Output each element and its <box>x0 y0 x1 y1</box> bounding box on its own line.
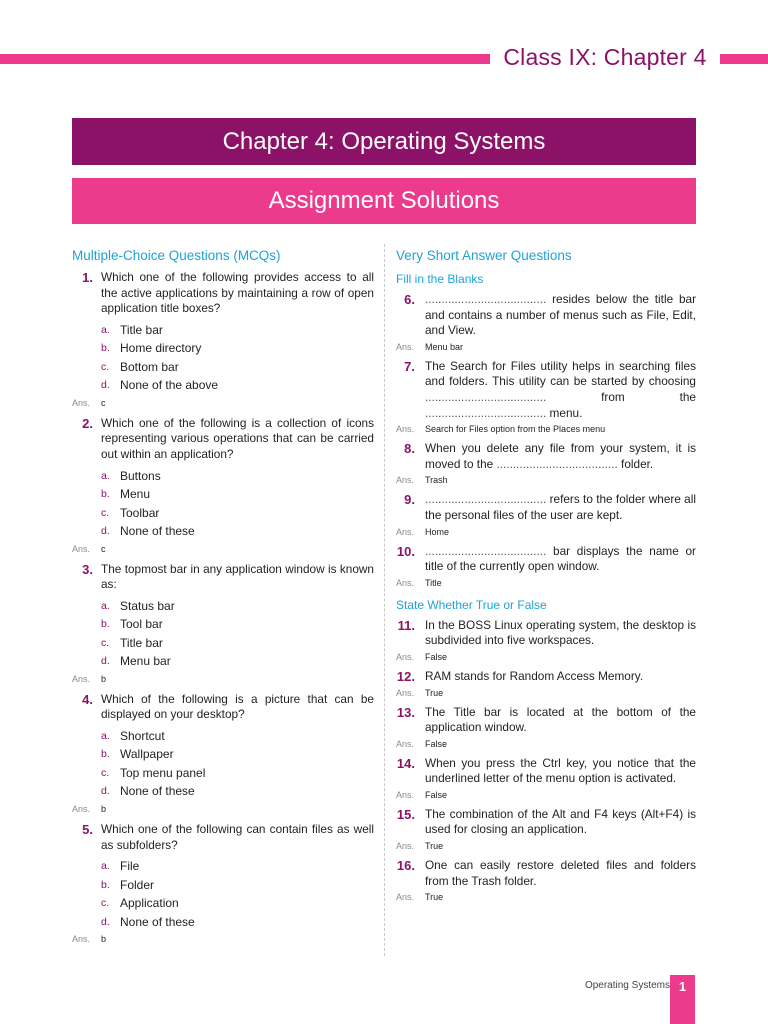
answer-line <box>72 673 374 685</box>
option <box>72 745 374 764</box>
answer-value: Menu bar <box>425 341 464 352</box>
answer-value: Search for Files option from the Places menu <box>425 424 606 435</box>
mcq-section-title: Multiple-Choice Questions (MCQs) <box>72 248 281 263</box>
option <box>72 504 374 523</box>
answer-line <box>72 803 374 815</box>
answer-label: Ans. <box>396 892 415 903</box>
option <box>72 894 374 913</box>
option-text: Shortcut <box>120 728 165 743</box>
answer-line <box>396 891 696 903</box>
option-text: None of these <box>120 784 195 799</box>
option <box>72 358 374 377</box>
option-letter: d. <box>101 525 110 538</box>
question-number: 13. <box>396 704 415 720</box>
question-text: refers to the folder where all the personal files of the user are kept. <box>425 492 696 522</box>
answer-value: c <box>101 543 106 554</box>
answer-line <box>396 789 696 801</box>
option-list <box>72 467 374 541</box>
option-letter: c. <box>101 506 110 519</box>
option <box>72 615 374 634</box>
answer-line <box>396 840 696 852</box>
option-text: Wallpaper <box>120 747 174 762</box>
short-answer-section-title: Very Short Answer Questions <box>396 248 572 263</box>
option-text: None of these <box>120 914 195 929</box>
tf-question <box>396 807 696 852</box>
question-text: The Title bar is located at the bottom of the application window. <box>425 704 696 735</box>
option-letter: b. <box>101 618 110 631</box>
option <box>72 782 374 801</box>
answer-label: Ans. <box>396 841 415 852</box>
question-number: 5. <box>82 821 93 837</box>
blank-line: ..................................... <box>425 405 547 420</box>
question-number: 10. <box>396 543 415 559</box>
answer-value: False <box>425 738 448 749</box>
option-letter: b. <box>101 342 110 355</box>
question-number: 8. <box>404 441 415 457</box>
question-text: RAM stands for Random Access Memory. <box>425 668 644 683</box>
blank-line: ..................................... <box>425 543 547 558</box>
tf-question <box>396 669 696 699</box>
answer-value: Trash <box>425 475 448 486</box>
answer-label: Ans. <box>396 526 415 537</box>
option-text: Bottom bar <box>120 359 179 374</box>
question-number: 4. <box>82 691 93 707</box>
option <box>72 727 374 746</box>
option-text: Status bar <box>120 598 175 613</box>
question-number: 16. <box>396 858 415 874</box>
blank-line: ..................................... <box>425 389 547 404</box>
option-letter: d. <box>101 915 110 928</box>
fill-question <box>396 492 696 537</box>
option-text: Title bar <box>120 635 163 650</box>
tf-question <box>396 858 696 903</box>
answer-label: Ans. <box>396 738 415 749</box>
mcq-question <box>72 692 374 815</box>
question-number: 7. <box>404 358 415 374</box>
footer-running-title: Operating Systems <box>584 980 670 991</box>
question-text: Which one of the following can contain files as well as subfolders? <box>101 821 374 852</box>
option <box>72 597 374 616</box>
header-rule-right <box>720 54 768 64</box>
tf-question <box>396 705 696 750</box>
option-text: Tool bar <box>120 617 163 632</box>
question-number: 6. <box>404 292 415 307</box>
answer-value: b <box>101 803 107 814</box>
option-list <box>72 727 374 801</box>
answer-line <box>396 341 696 353</box>
question-number: 14. <box>396 755 415 771</box>
mcq-column <box>72 248 374 952</box>
option-letter: a. <box>101 323 110 336</box>
answer-line <box>72 933 374 945</box>
option-letter: d. <box>101 379 110 392</box>
question-text: Which one of the following provides access to all the active applications by maintaining a row of open application title boxes? <box>101 270 374 316</box>
answer-label: Ans. <box>396 687 415 698</box>
question-number: 15. <box>396 806 415 822</box>
mcq-question <box>72 416 374 555</box>
answer-label: Ans. <box>396 475 415 486</box>
option-text: Home directory <box>120 341 202 356</box>
option <box>72 376 374 395</box>
question-text: When you delete any file from your system, it is moved to the <box>425 441 696 471</box>
blank-line: ..................................... <box>425 292 547 306</box>
option <box>72 764 374 783</box>
answer-value: False <box>425 789 448 800</box>
option-text: Application <box>120 896 179 911</box>
answer-label: Ans. <box>396 789 415 800</box>
option <box>72 467 374 486</box>
question-number: 1. <box>82 270 93 285</box>
question-text-end: menu. <box>546 405 583 420</box>
question-text: One can easily restore deleted files and folders from the Trash folder. <box>425 858 696 888</box>
answer-value: b <box>101 934 107 945</box>
chapter-title-banner <box>72 118 696 165</box>
question-number: 2. <box>82 415 93 431</box>
answer-line <box>396 474 696 486</box>
mcq-question <box>72 562 374 685</box>
question-text: resides below the title bar and contains a number of menus such as File, Edit, and View. <box>425 292 696 338</box>
short-answer-column <box>396 248 696 909</box>
option <box>72 339 374 358</box>
option-text: Title bar <box>120 322 163 337</box>
answer-line <box>72 543 374 555</box>
answer-value: c <box>101 397 106 408</box>
blank-line: ..................................... <box>425 492 547 507</box>
answer-label: Ans. <box>72 673 91 684</box>
option-text: None of these <box>120 524 195 539</box>
option-text: Toolbar <box>120 505 160 520</box>
true-false-title: State Whether True or False <box>396 597 547 612</box>
option-text: Buttons <box>120 468 161 483</box>
assignment-title: Assignment Solutions <box>268 187 500 214</box>
option-list <box>72 321 374 395</box>
option <box>72 634 374 653</box>
option-letter: a. <box>101 469 110 482</box>
question-text: Which of the following is a picture that can be displayed on your desktop? <box>101 691 374 722</box>
answer-label: Ans. <box>396 577 415 588</box>
answer-value: Home <box>425 526 450 537</box>
option <box>72 876 374 895</box>
page-number-tab <box>670 975 695 1024</box>
answer-label: Ans. <box>72 934 91 945</box>
option-letter: c. <box>101 636 110 649</box>
option-text: None of the above <box>120 378 219 393</box>
option-letter: a. <box>101 860 110 873</box>
answer-value: True <box>425 687 444 698</box>
option-letter: d. <box>101 785 110 798</box>
option-letter: a. <box>101 599 110 612</box>
answer-label: Ans. <box>72 543 91 554</box>
tf-question <box>396 756 696 801</box>
option <box>72 321 374 340</box>
answer-value: True <box>425 841 444 852</box>
question-text-end: folder. <box>617 456 654 471</box>
answer-value: True <box>425 892 444 903</box>
fill-question <box>396 441 696 486</box>
column-divider <box>384 244 385 956</box>
answer-line <box>396 526 696 538</box>
option-letter: c. <box>101 897 110 910</box>
mcq-question <box>72 822 374 945</box>
option-letter: a. <box>101 729 110 742</box>
question-text: In the BOSS Linux operating system, the desktop is subdivided into five workspaces. <box>425 617 696 648</box>
option-list <box>72 597 374 671</box>
fill-question <box>396 359 696 435</box>
answer-line <box>396 687 696 699</box>
fill-question <box>396 544 696 589</box>
answer-line <box>72 397 374 409</box>
answer-label: Ans. <box>396 651 415 662</box>
question-text: Which one of the following is a collection of icons representing various operations that can be carried out within an application? <box>101 415 374 461</box>
answer-label: Ans. <box>72 803 91 814</box>
option-letter: b. <box>101 878 110 891</box>
option-text: File <box>120 859 140 874</box>
option-text: Folder <box>120 877 155 892</box>
question-text-mid: from the <box>546 389 696 404</box>
option <box>72 485 374 504</box>
answer-label: Ans. <box>396 424 415 435</box>
option <box>72 522 374 541</box>
option <box>72 652 374 671</box>
question-text: bar displays the name or title of the currently open window. <box>425 543 696 574</box>
answer-line <box>396 651 696 663</box>
question-number: 12. <box>396 668 415 684</box>
answer-value: Title <box>425 577 442 588</box>
option-list <box>72 857 374 931</box>
question-text: The combination of the Alt and F4 keys (Alt+F4) is used for closing an application. <box>425 806 696 837</box>
page-number: 1 <box>678 979 687 994</box>
question-text: When you press the Ctrl key, you notice that the underlined letter of the menu option is activated. <box>425 755 696 786</box>
option-letter: c. <box>101 766 110 779</box>
blank-line: ..................................... <box>496 456 618 471</box>
question-number: 3. <box>82 561 93 577</box>
mcq-question <box>72 270 374 409</box>
option <box>72 913 374 932</box>
question-text: The Search for Files utility helps in searching files and folders. This utility can be started by choosing <box>425 358 696 389</box>
option-letter: b. <box>101 488 110 501</box>
answer-value: False <box>425 651 448 662</box>
question-number: 11. <box>397 617 415 633</box>
tf-question <box>396 618 696 663</box>
header-title: Class IX: Chapter 4 <box>503 44 707 70</box>
answer-value: b <box>101 673 107 684</box>
fill-blanks-title: Fill in the Blanks <box>396 272 484 286</box>
fill-question <box>396 292 696 353</box>
answer-label: Ans. <box>396 341 415 352</box>
chapter-title: Chapter 4: Operating Systems <box>222 127 546 155</box>
answer-line <box>396 738 696 750</box>
answer-line <box>396 577 696 589</box>
header-rule-left <box>0 54 490 64</box>
option-text: Menu <box>120 487 151 502</box>
answer-line <box>396 423 696 435</box>
question-text: The topmost bar in any application window is known as: <box>101 561 374 592</box>
option-letter: d. <box>101 655 110 668</box>
assignment-banner <box>72 178 696 224</box>
option <box>72 857 374 876</box>
option-text: Menu bar <box>120 654 171 669</box>
option-letter: c. <box>101 360 110 373</box>
option-letter: b. <box>101 748 110 761</box>
answer-label: Ans. <box>72 397 91 408</box>
option-text: Top menu panel <box>120 765 206 780</box>
question-number: 9. <box>404 492 415 508</box>
